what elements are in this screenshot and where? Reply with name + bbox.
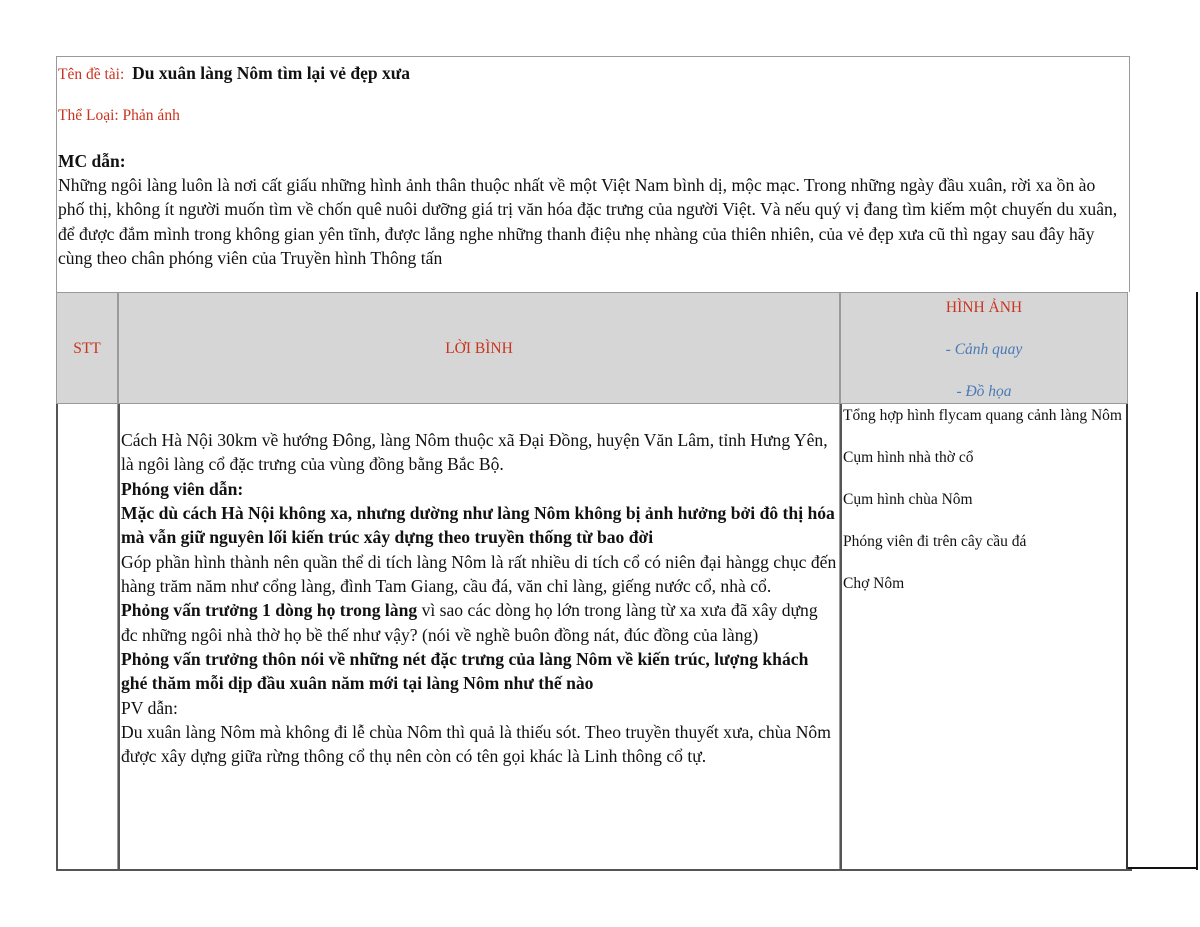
body-cell-hinh-anh	[840, 404, 1128, 870]
loi-binh-paragraph	[121, 647, 837, 696]
hinh-anh-list	[843, 406, 1125, 616]
body-cell-stt	[56, 404, 118, 870]
loi-binh-paragraph	[121, 696, 837, 720]
loi-binh-paragraph	[121, 428, 837, 477]
mc-label: MC dẫn:	[58, 151, 126, 171]
body-cell-loi-binh	[118, 404, 840, 870]
loi-binh-paragraph	[121, 477, 837, 501]
loi-binh-paragraph-text: Phỏng vấn trưởng 1 dòng họ trong làng	[121, 600, 418, 621]
right-margin-base-rule	[1128, 867, 1198, 869]
loi-binh-paragraph	[121, 720, 837, 769]
title-label: Tên đề tài:	[58, 66, 125, 83]
hinh-anh-item: Phóng viên đi trên cây cầu đá	[843, 533, 1027, 550]
loi-binh-paragraph-tail: vì sao các dòng họ lớn trong làng từ xa xưa đã xây dựng đc những ngôi nhà thờ họ bề thế như vậy? (nói về nghề buôn đồng nát, đúc đồng của làng)	[121, 600, 818, 645]
loi-binh-paragraph	[121, 501, 837, 550]
mc-text: Những ngôi làng luôn là nơi cất giấu những hình ảnh thân thuộc nhất về một Việt Nam bình dị, mộc mạc. Trong những ngày đầu xuân, rời xa ồn ào phố thị, không ít người muốn tìm về chốn quê nuôi dưỡng giá trị văn hóa đặc trưng của người Việt. Và nếu quý vị đang tìm kiếm một chuyến du xuân, để được đắm mình trong không gian yên tĩnh, được lắng nghe những thanh điệu nhẹ nhàng của thiên nhiên, của vẻ đẹp xưa cũ thì ngay sau đây hãy cùng theo chân phóng viên của Truyền hình Thông tấn	[58, 175, 1118, 269]
header-canh-quay-label: - Cảnh quay	[945, 341, 1023, 358]
loi-binh-paragraph-text: PV dẫn:	[121, 697, 178, 718]
loi-binh-paragraph	[121, 598, 837, 647]
loi-binh-paragraph-text: Phỏng vấn trưởng thôn nói về những nét đặc trưng của làng Nôm về kiến trúc, lượng khách ghé thăm mỗi dịp đầu xuân năm mới tại làng Nôm như thế nào	[121, 649, 809, 694]
loi-binh-paragraph-text: Du xuân làng Nôm mà không đi lễ chùa Nôm thì quả là thiếu sót. Theo truyền thuyết xưa, chùa Nôm được xây dựng giữa rừng thông cổ thụ nên còn có tên gọi khác là Linh thông cổ tự.	[121, 722, 831, 767]
right-margin-rule	[1196, 292, 1198, 870]
header-cell-stt	[56, 292, 118, 404]
header-hinh-anh-label: HÌNH ẢNH	[945, 299, 1023, 316]
title-line	[58, 63, 410, 84]
header-do-hoa-label: - Đồ họa	[956, 383, 1012, 400]
header-cell-hinh-anh	[840, 292, 1128, 404]
header-loi-binh-label: LỜI BÌNH	[445, 340, 513, 357]
header-cell-loi-binh	[118, 292, 840, 404]
hinh-anh-item: Chợ Nôm	[843, 575, 905, 592]
hinh-anh-item: Tổng hợp hình flycam quang cảnh làng Nôm	[843, 407, 1122, 424]
header-box	[56, 56, 1130, 292]
table-bottom-rule	[56, 869, 1132, 871]
loi-binh-paragraph-text: Phóng viên dẫn:	[121, 478, 244, 499]
title-value: Du xuân làng Nôm tìm lại vẻ đẹp xưa	[132, 63, 411, 83]
loi-binh-paragraph-text: Cách Hà Nội 30km về hướng Đông, làng Nôm thuộc xã Đại Đồng, huyện Văn Lâm, tỉnh Hưng Yên, là ngôi làng cổ đặc trưng của vùng đồng bằng Bắc Bộ.	[121, 430, 828, 475]
hinh-anh-item: Cụm hình chùa Nôm	[843, 491, 973, 508]
loi-binh-paragraph	[121, 550, 837, 599]
genre-line: Thể Loại: Phản ánh	[58, 107, 180, 124]
loi-binh-paragraph-text: Mặc dù cách Hà Nội không xa, nhưng dường như làng Nôm không bị ảnh hưởng bởi đô thị hóa mà vẫn giữ nguyên lối kiến trúc xây dựng theo truyền thống từ bao đời	[121, 503, 835, 548]
script-table	[56, 292, 1130, 870]
hinh-anh-item: Cụm hình nhà thờ cổ	[843, 449, 974, 466]
loi-binh-text	[121, 428, 837, 769]
header-stt-label: STT	[73, 340, 101, 357]
loi-binh-paragraph-text: Góp phần hình thành nên quần thể di tích làng Nôm là rất nhiều di tích cổ có niên đại hàngg chục đến hàng trăm năm như cổng làng, đình Tam Giang, cầu đá, văn chỉ làng, giếng nước cổ, nhà cổ.	[121, 551, 837, 597]
